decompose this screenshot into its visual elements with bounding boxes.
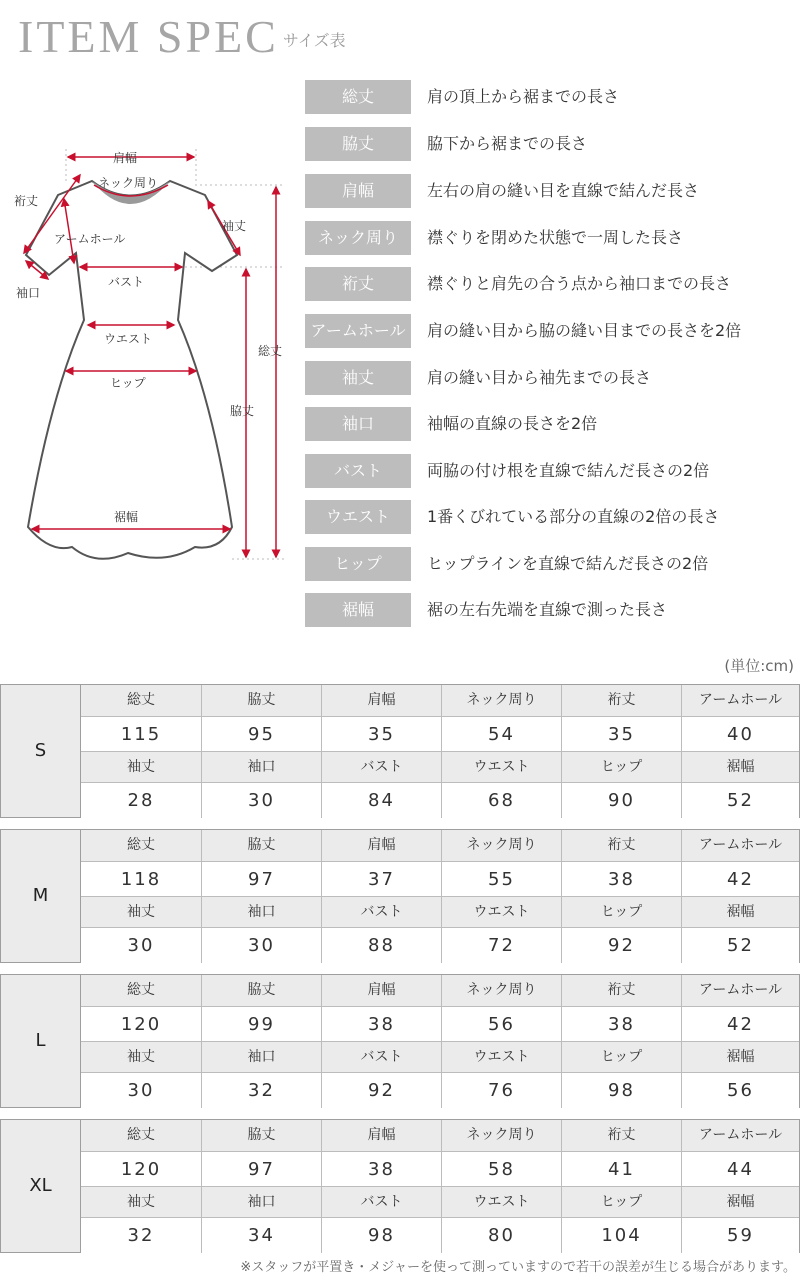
table-value-cell: 99 [201, 1007, 321, 1042]
table-header-cell: バスト [321, 897, 441, 928]
table-value-cell: 52 [681, 783, 799, 818]
table-header-cell: 裄丈 [561, 685, 681, 716]
size-label: M [1, 830, 81, 962]
table-value-cell: 56 [441, 1007, 561, 1042]
label-hip: ヒップ [110, 376, 146, 390]
table-header-cell: ヒップ [561, 1042, 681, 1073]
table-header-cell: 袖口 [201, 897, 321, 928]
label-side: 脇丈 [230, 404, 255, 418]
legend-key: 裄丈 [305, 267, 411, 301]
table-header-cell: 裾幅 [681, 1042, 799, 1073]
size-grid [81, 685, 799, 817]
legend-row [305, 593, 800, 627]
size-table [0, 829, 800, 963]
table-header-cell: 袖丈 [81, 1042, 201, 1073]
table-header-cell: 肩幅 [321, 685, 441, 716]
table-value-cell: 98 [321, 1218, 441, 1253]
legend-desc: 袖幅の直線の長さを2倍 [427, 414, 598, 433]
table-header-cell: 袖口 [201, 1187, 321, 1218]
size-label: L [1, 975, 81, 1107]
label-sleeve: 袖丈 [222, 219, 247, 233]
legend-key: 袖口 [305, 407, 411, 441]
table-value-cell: 97 [201, 1152, 321, 1187]
legend-row [305, 314, 800, 348]
table-value-cell: 30 [201, 783, 321, 818]
size-label: XL [1, 1120, 81, 1252]
table-value-cell: 55 [441, 862, 561, 897]
legend-desc: 裾の左右先端を直線で測った長さ [427, 600, 668, 619]
legend-row [305, 547, 800, 581]
table-header-cell: バスト [321, 752, 441, 783]
table-header-cell: 脇丈 [201, 685, 321, 716]
table-value-cell: 30 [81, 928, 201, 963]
table-value-cell: 118 [81, 862, 201, 897]
legend-row [305, 267, 800, 301]
size-table [0, 974, 800, 1108]
table-value-cell: 52 [681, 928, 799, 963]
table-value-cell: 40 [681, 717, 799, 752]
table-value-cell: 115 [81, 717, 201, 752]
footnote: ※スタッフが平置き・メジャーを使って測っていますので若干の誤差が生じる場合があります。 [240, 1260, 796, 1275]
table-value-cell: 95 [201, 717, 321, 752]
page-header [18, 10, 346, 60]
size-grid [81, 975, 799, 1107]
legend-desc: ヒップラインを直線で結んだ長さの2倍 [427, 554, 709, 573]
legend-desc: 肩の縫い目から脇の縫い目までの長さを2倍 [427, 321, 742, 340]
legend-key: アームホール [305, 314, 411, 348]
label-yuki: 裄丈 [14, 194, 39, 208]
table-header-cell: 袖丈 [81, 752, 201, 783]
page-title: ITEM SPEC [18, 11, 279, 62]
table-value-cell: 92 [561, 928, 681, 963]
legend-desc: 襟ぐりを閉めた状態で一周した長さ [427, 228, 684, 247]
size-label: S [1, 685, 81, 817]
table-header-cell: アームホール [681, 1120, 799, 1151]
table-value-cell: 97 [201, 862, 321, 897]
table-value-cell: 38 [561, 1007, 681, 1042]
legend-desc: 脇下から裾までの長さ [427, 134, 588, 153]
table-header-cell: 裄丈 [561, 830, 681, 861]
table-value-cell: 54 [441, 717, 561, 752]
table-value-cell: 98 [561, 1073, 681, 1108]
label-bust: バスト [108, 275, 145, 289]
legend-key: 袖丈 [305, 361, 411, 395]
table-header-cell: 肩幅 [321, 975, 441, 1006]
label-armhole: アームホール [54, 232, 126, 246]
table-value-cell: 41 [561, 1152, 681, 1187]
table-header-cell: バスト [321, 1042, 441, 1073]
label-shoulder: 肩幅 [113, 151, 138, 165]
table-value-cell: 76 [441, 1073, 561, 1108]
legend-key: 裾幅 [305, 593, 411, 627]
legend-desc: 1番くびれている部分の直線の2倍の長さ [427, 507, 720, 526]
size-table [0, 1119, 800, 1253]
table-header-cell: アームホール [681, 685, 799, 716]
table-header-cell: ヒップ [561, 752, 681, 783]
table-value-cell: 104 [561, 1218, 681, 1253]
table-header-cell: 袖口 [201, 752, 321, 783]
table-value-cell: 92 [321, 1073, 441, 1108]
table-value-cell: 37 [321, 862, 441, 897]
dress-illustration [0, 135, 300, 575]
table-header-cell: ウエスト [441, 1187, 561, 1218]
table-header-cell: 袖口 [201, 1042, 321, 1073]
table-value-cell: 84 [321, 783, 441, 818]
legend-key: 総丈 [305, 80, 411, 114]
table-header-cell: 総丈 [81, 685, 201, 716]
table-value-cell: 68 [441, 783, 561, 818]
table-value-cell: 58 [441, 1152, 561, 1187]
table-value-cell: 56 [681, 1073, 799, 1108]
table-header-cell: 脇丈 [201, 1120, 321, 1151]
table-header-cell: 肩幅 [321, 830, 441, 861]
table-header-cell: 総丈 [81, 830, 201, 861]
table-value-cell: 120 [81, 1152, 201, 1187]
legend-row [305, 80, 800, 114]
table-value-cell: 44 [681, 1152, 799, 1187]
legend-desc: 両脇の付け根を直線で結んだ長さの2倍 [427, 461, 710, 480]
size-table [0, 684, 800, 818]
legend-key: ウエスト [305, 500, 411, 534]
label-cuff: 袖口 [16, 286, 41, 300]
table-value-cell: 59 [681, 1218, 799, 1253]
table-value-cell: 38 [321, 1007, 441, 1042]
size-grid [81, 1120, 799, 1252]
table-value-cell: 80 [441, 1218, 561, 1253]
table-header-cell: ウエスト [441, 752, 561, 783]
table-header-cell: ヒップ [561, 897, 681, 928]
legend-row [305, 127, 800, 161]
legend-desc: 襟ぐりと肩先の合う点から袖口までの長さ [427, 274, 732, 293]
label-total: 総丈 [258, 344, 283, 358]
table-value-cell: 35 [321, 717, 441, 752]
table-header-cell: ネック周り [441, 685, 561, 716]
table-header-cell: バスト [321, 1187, 441, 1218]
table-header-cell: 裄丈 [561, 1120, 681, 1151]
table-header-cell: 裾幅 [681, 1187, 799, 1218]
legend-desc: 左右の肩の縫い目を直線で結んだ長さ [427, 181, 700, 200]
table-header-cell: ネック周り [441, 830, 561, 861]
table-header-cell: 裄丈 [561, 975, 681, 1006]
legend-row [305, 221, 800, 255]
table-header-cell: 裾幅 [681, 752, 799, 783]
label-waist: ウエスト [104, 332, 153, 346]
legend-key: ネック周り [305, 221, 411, 255]
legend-desc: 肩の頂上から裾までの長さ [427, 87, 620, 106]
table-header-cell: 袖丈 [81, 1187, 201, 1218]
table-header-cell: 総丈 [81, 975, 201, 1006]
table-header-cell: ウエスト [441, 897, 561, 928]
legend-row [305, 361, 800, 395]
table-value-cell: 90 [561, 783, 681, 818]
table-header-cell: アームホール [681, 830, 799, 861]
legend-row [305, 174, 800, 208]
table-value-cell: 42 [681, 1007, 799, 1042]
legend-row [305, 407, 800, 441]
legend-row [305, 500, 800, 534]
page-subtitle: サイズ表 [282, 31, 346, 50]
table-value-cell: 30 [81, 1073, 201, 1108]
legend-row [305, 454, 800, 488]
legend-key: バスト [305, 454, 411, 488]
table-value-cell: 32 [201, 1073, 321, 1108]
table-header-cell: 裾幅 [681, 897, 799, 928]
table-header-cell: ヒップ [561, 1187, 681, 1218]
table-header-cell: 脇丈 [201, 830, 321, 861]
table-value-cell: 28 [81, 783, 201, 818]
table-value-cell: 38 [561, 862, 681, 897]
table-value-cell: 72 [441, 928, 561, 963]
table-header-cell: ネック周り [441, 1120, 561, 1151]
table-value-cell: 88 [321, 928, 441, 963]
table-header-cell: 総丈 [81, 1120, 201, 1151]
table-header-cell: ウエスト [441, 1042, 561, 1073]
garment-diagram [0, 135, 300, 575]
table-header-cell: 袖丈 [81, 897, 201, 928]
legend-key: 脇丈 [305, 127, 411, 161]
table-header-cell: 脇丈 [201, 975, 321, 1006]
table-value-cell: 35 [561, 717, 681, 752]
size-grid [81, 830, 799, 962]
table-header-cell: アームホール [681, 975, 799, 1006]
unit-note: (単位:cm) [724, 657, 794, 675]
table-value-cell: 32 [81, 1218, 201, 1253]
legend-key: 肩幅 [305, 174, 411, 208]
label-hem: 裾幅 [114, 510, 139, 524]
table-header-cell: 肩幅 [321, 1120, 441, 1151]
table-value-cell: 38 [321, 1152, 441, 1187]
table-value-cell: 120 [81, 1007, 201, 1042]
table-value-cell: 30 [201, 928, 321, 963]
table-value-cell: 34 [201, 1218, 321, 1253]
label-neck: ネック周り [98, 176, 159, 190]
table-header-cell: ネック周り [441, 975, 561, 1006]
legend-desc: 肩の縫い目から袖先までの長さ [427, 368, 652, 387]
legend-key: ヒップ [305, 547, 411, 581]
table-value-cell: 42 [681, 862, 799, 897]
